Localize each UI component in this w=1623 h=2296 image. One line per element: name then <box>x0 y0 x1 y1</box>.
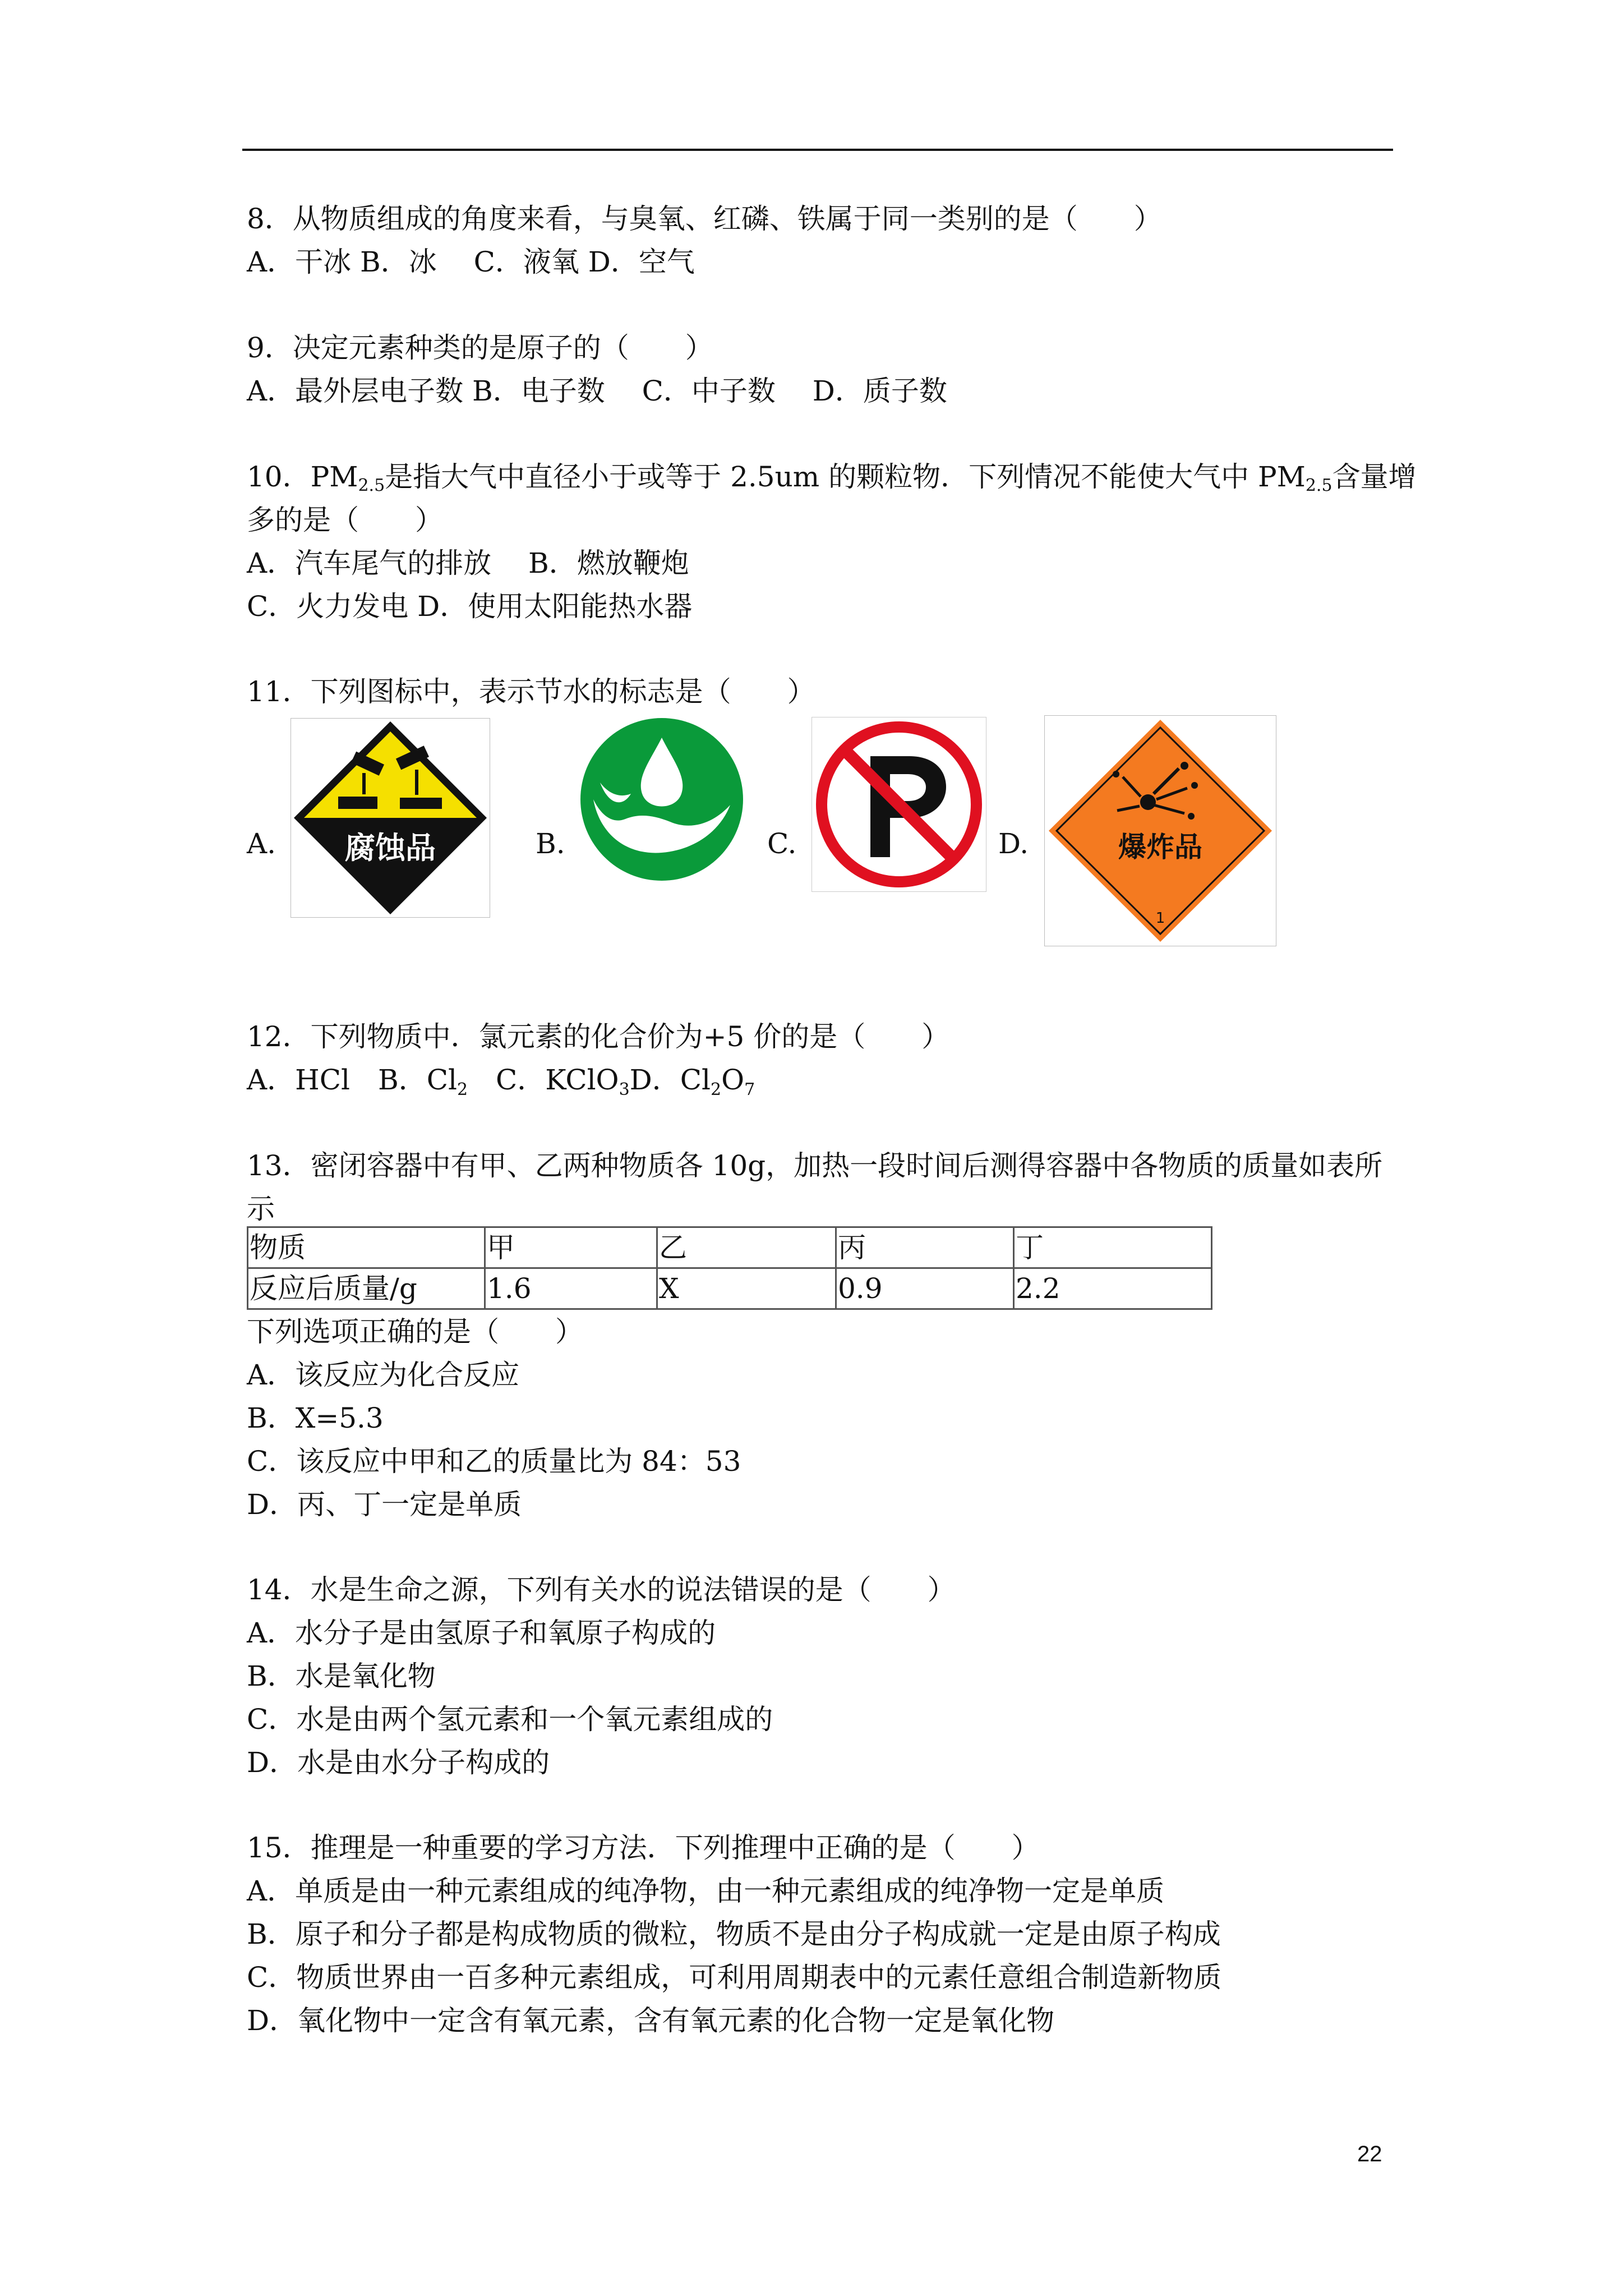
question-stem: 15．推理是一种重要的学习方法．下列推理中正确的是（ ） <box>247 1832 1040 1864</box>
corrosive-sign-text: 腐蚀品 <box>345 830 436 866</box>
option-c: C．物质世界由一百多种元素组成，可利用周期表中的元素任意组合制造新物质 <box>247 1961 1222 1994</box>
question-options: A．干冰 B．冰 C．液氧 D．空气 <box>247 246 695 278</box>
question-11 <box>247 670 815 714</box>
explosive-sign-text: 爆炸品 <box>1118 831 1202 863</box>
question-14 <box>247 1568 956 1784</box>
header-rule <box>242 149 1393 151</box>
table-cell: 物质 <box>248 1227 485 1268</box>
option-label-a: A. <box>247 827 276 860</box>
option-b: B．原子和分子都是构成物质的微粒，物质不是由分子构成就一定是由原子构成 <box>247 1918 1221 1950</box>
table-cell: 丁 <box>1014 1227 1212 1268</box>
table-cell: 2.2 <box>1014 1268 1212 1309</box>
table-header-row <box>248 1227 1212 1268</box>
option-label-c: C. <box>767 827 797 860</box>
question-options-ab: A．汽车尾气的排放 B．燃放鞭炮 <box>247 547 689 579</box>
water-saving-sign-icon <box>578 715 746 884</box>
option-a: A．单质是由一种元素组成的纯净物，由一种元素组成的纯净物一定是单质 <box>247 1875 1165 1907</box>
question-8 <box>247 197 1162 284</box>
question-stem: 14．水是生命之源，下列有关水的说法错误的是（ ） <box>247 1573 956 1606</box>
question-9 <box>247 326 947 413</box>
question-stem: 8．从物质组成的角度来看，与臭氧、红磷、铁属于同一类别的是（ ） <box>247 203 1162 235</box>
question-options-cd: C．火力发电 D．使用太阳能热水器 <box>247 590 693 623</box>
option-a: A．水分子是由氢原子和氧原子构成的 <box>247 1617 716 1649</box>
question-stem-line2: 示 <box>247 1193 275 1225</box>
question-stem: 13．密闭容器中有甲、乙两种物质各 10g，加热一段时间后测得容器中各物质的质量如表所 <box>247 1149 1383 1182</box>
option-label-b: B. <box>536 827 565 860</box>
explosive-sign-icon <box>1044 715 1276 946</box>
option-d: D．水是由水分子构成的 <box>247 1746 550 1779</box>
table-cell: X <box>657 1268 836 1309</box>
question-13-options <box>247 1310 741 1526</box>
table-cell: 反应后质量/g <box>248 1268 485 1309</box>
table-cell: 乙 <box>657 1227 836 1268</box>
table-row <box>248 1268 1212 1309</box>
question-10 <box>247 455 1417 628</box>
table-cell: 1.6 <box>485 1268 657 1309</box>
page-number: 22 <box>1357 2142 1382 2166</box>
option-c: C．该反应中甲和乙的质量比为 84：53 <box>247 1445 741 1478</box>
question-stem-line2: 多的是（ ） <box>247 504 443 536</box>
option-c: C．水是由两个氢元素和一个氧元素组成的 <box>247 1703 773 1736</box>
option-b: B．X=5.3 <box>247 1402 384 1434</box>
question-options: A．最外层电子数 B．电子数 C．中子数 D．质子数 <box>247 375 947 407</box>
corrosive-sign-icon <box>291 718 490 918</box>
table-cell: 丙 <box>836 1227 1014 1268</box>
explosive-class-number: 1 <box>1155 910 1165 927</box>
question-stem: 12．下列物质中．氯元素的化合价为+5 价的是（ ） <box>247 1020 950 1053</box>
question-13 <box>247 1144 1382 1231</box>
question-stem: 9．决定元素种类的是原子的（ ） <box>247 332 713 364</box>
no-parking-sign-icon <box>811 717 986 892</box>
mass-table <box>247 1226 1212 1310</box>
question-prompt: 下列选项正确的是（ ） <box>247 1315 583 1348</box>
option-d: D．丙、丁一定是单质 <box>247 1488 522 1521</box>
question-stem: 10．PM2.5是指大气中直径小于或等于 2.5um 的颗粒物．下列情况不能使大气中 PM2.5含量增 <box>247 461 1417 495</box>
option-d: D．氧化物中一定含有氧元素，含有氧元素的化合物一定是氧化物 <box>247 2004 1055 2037</box>
question-stem: 11．下列图标中，表示节水的标志是（ ） <box>247 675 815 708</box>
question-12 <box>247 1015 949 1102</box>
option-label-d: D. <box>998 827 1029 860</box>
option-b: B．水是氧化物 <box>247 1660 436 1692</box>
table-cell: 甲 <box>485 1227 657 1268</box>
table-cell: 0.9 <box>836 1268 1014 1309</box>
option-a: A．该反应为化合反应 <box>247 1359 520 1391</box>
question-options: A．HCl B．$Cl_2$ C．KClO$_3$D．$Cl_2O_7$ <box>247 1064 755 1099</box>
question-15 <box>247 1826 1221 2042</box>
